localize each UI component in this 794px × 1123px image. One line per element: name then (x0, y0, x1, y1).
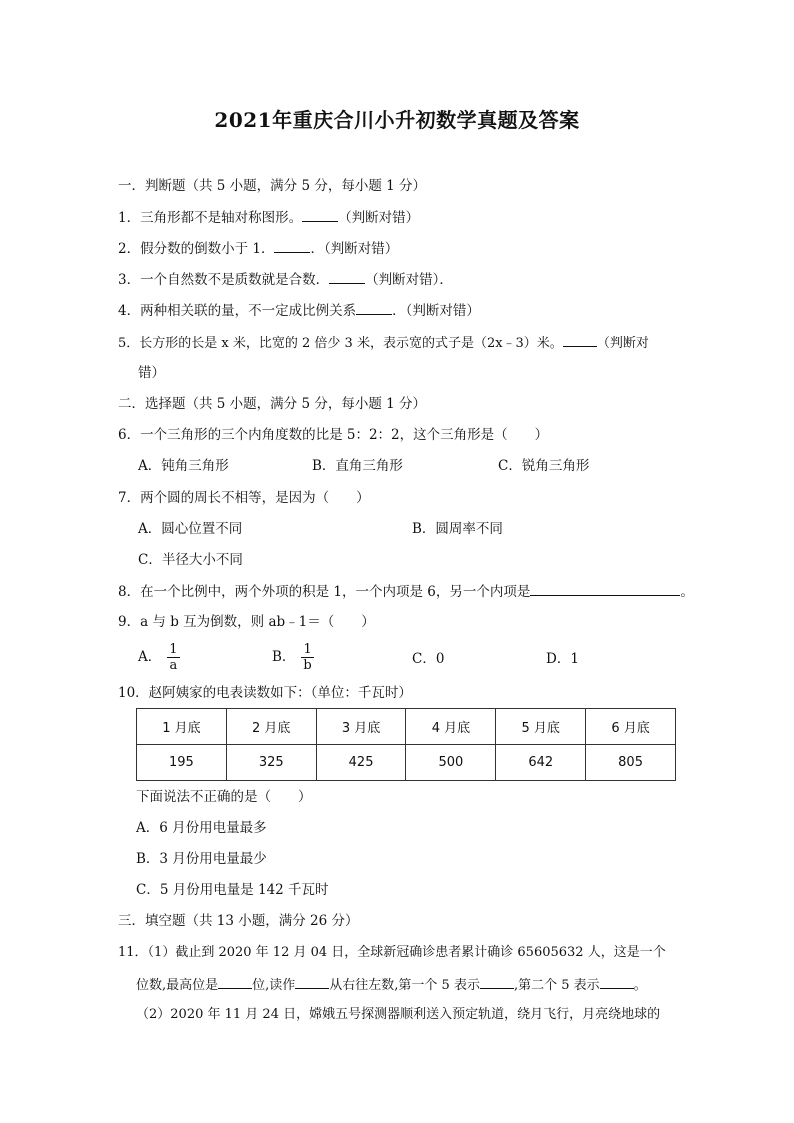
answer-blank (600, 975, 634, 989)
table-header-cell: 6 月底 (586, 709, 676, 745)
option-a: A． $\frac{1}{a}$ (138, 642, 178, 673)
question-9: 9．a 与 b 互为倒数，则 ab﹣1＝（ ） (118, 614, 375, 630)
option-c: C．锐角三角形 (498, 458, 590, 474)
option-c: C．5 月份用电量是 142 千瓦时 (136, 882, 329, 898)
table-header-cell: 3 月底 (316, 709, 406, 745)
option-d: D．1 (546, 651, 579, 667)
table-header-cell: 4 月底 (406, 709, 496, 745)
answer-blank (302, 208, 338, 222)
table-cell: 325 (226, 745, 316, 781)
table-header-row (137, 709, 676, 745)
question-4: 4．两种相关联的量，不一定成比例关系 ．（判断对错） (118, 303, 480, 319)
section-heading-choice: 二．选择题（共 5 小题，满分 5 分，每小题 1 分） (118, 396, 427, 412)
answer-blank (295, 975, 329, 989)
option-c: C．0 (412, 651, 445, 667)
table-header-cell: 1 月底 (137, 709, 227, 745)
question-10: 10．赵阿姨家的电表读数如下：（单位：千瓦时） (118, 685, 412, 701)
fraction: $\frac{1}{a}$ (169, 642, 178, 673)
question-11-line-2: 位数,最高位是 位,读作 从右往左数,第一个 5 表示 ,第二个 5 表示 。 (136, 975, 647, 995)
table-header-cell: 2 月底 (226, 709, 316, 745)
section-heading-fill-in: 三．填空题（共 13 小题，满分 26 分） (118, 913, 359, 929)
question-6: 6．一个三角形的三个内角度数的比是 5：2：2，这个三角形是（ ） (118, 427, 549, 443)
table-cell: 195 (137, 745, 227, 781)
option-a: A．6 月份用电量最多 (136, 820, 267, 836)
answer-blank (480, 975, 514, 989)
question-8: 8．在一个比例中，两个外项的积是 1，一个内项是 6，另一个内项是 。 (118, 584, 694, 600)
answer-blank (274, 239, 310, 253)
answer-blank (356, 301, 392, 315)
option-b: B．圆周率不同 (412, 521, 503, 537)
answer-blank (530, 582, 680, 596)
answer-blank (329, 270, 365, 284)
question-11-line-1: 11．（1）截止到 2020 年 12 月 04 日，全球新冠确诊患者累计确诊 65605632 人，这是一个 (118, 945, 666, 960)
question-3: 3．一个自然数不是质数就是合数． （判断对错）． (118, 272, 453, 288)
page-title: 2021年重庆合川小升初数学真题及答案 (214, 108, 580, 132)
electricity-meter-table (136, 708, 676, 781)
fraction: $\frac{1}{b}$ (303, 642, 312, 673)
option-b: B．3 月份用电量最少 (136, 851, 267, 867)
table-row (137, 745, 676, 781)
table-cell: 425 (316, 745, 406, 781)
answer-blank (218, 975, 252, 989)
option-c: C．半径大小不同 (138, 552, 243, 568)
section-heading-judgment: 一．判断题（共 5 小题，满分 5 分，每小题 1 分） (118, 178, 427, 194)
option-a: A．圆心位置不同 (138, 521, 243, 537)
table-cell: 805 (586, 745, 676, 781)
question-2: 2．假分数的倒数小于 1． ．（判断对错） (118, 241, 399, 257)
question-11-line-3: （2）2020 年 11 月 24 日，嫦娥五号探测器顺利送入预定轨道，绕月飞行，月亮绕地球的 (136, 1007, 661, 1022)
question-5-continued: 错） (138, 365, 165, 381)
option-b: B． $\frac{1}{b}$ (272, 642, 312, 673)
question-5: 5．长方形的长是 x 米，比宽的 2 倍少 3 米，表示宽的式子是（2x﹣3）米。 （判断对 (118, 333, 649, 353)
table-cell: 642 (496, 745, 586, 781)
table-header-cell: 5 月底 (496, 709, 586, 745)
question-10-prompt: 下面说法不正确的是（ ） (136, 789, 312, 805)
option-a: A．钝角三角形 (138, 458, 229, 474)
question-1: 1．三角形都不是轴对称图形。 （判断对错） (118, 210, 420, 226)
table-cell: 500 (406, 745, 496, 781)
answer-blank (563, 333, 597, 347)
question-7: 7．两个圆的周长不相等，是因为（ ） (118, 490, 370, 506)
option-b: B．直角三角形 (312, 458, 403, 474)
